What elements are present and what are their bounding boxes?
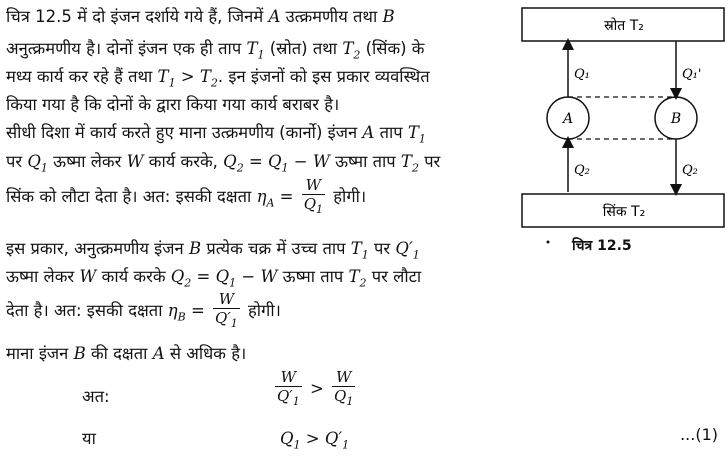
symbol-W: W (79, 267, 97, 286)
text-span: अत: (82, 387, 110, 406)
symbol-T1: $T_1$ (407, 123, 426, 146)
text-span: ताप (379, 123, 403, 142)
greater-than-sign: > (309, 379, 324, 398)
equation-number: ...(1) (680, 425, 718, 444)
text-span: कार्य करके, (148, 152, 218, 171)
text-line-1 (6, 6, 395, 28)
text-span: माना इंजन (6, 344, 69, 363)
equation-Q2: $Q_2 = Q_1 - W$ (223, 152, 330, 175)
text-span: की दक्षता (90, 344, 148, 363)
text-line-8 (6, 238, 420, 266)
symbol-eta-A: $\eta_A$ = (256, 187, 294, 210)
symbol-W: W (126, 152, 144, 171)
text-line-ata (82, 386, 110, 408)
text-span: होगी। (248, 301, 281, 320)
equation-Q2: $Q_2 = Q_1 - W$ (170, 267, 278, 290)
text-line-10 (6, 290, 281, 337)
caption-bullet (547, 241, 550, 244)
symbol-Q1: $Q_1$ (27, 152, 48, 175)
fraction-W-over-Q1: $\frac{W}{Q_1}$ (334, 368, 354, 408)
engine-b-label: B (670, 111, 682, 127)
text-span: किया गया है कि दोनों के द्वारा किया गया कार्य बराबर है। (6, 95, 340, 114)
symbol-B: B (382, 7, 395, 26)
label-q2-right: Q₂ (682, 163, 698, 178)
symbol-B: B (73, 344, 86, 363)
text-span: ऊष्मा लेकर (53, 152, 122, 171)
text-span: (स्रोत) तथा (269, 39, 338, 58)
symbol-Q1-prime: $Q'_1$ (395, 239, 420, 262)
label-q1: Q₁ (574, 67, 590, 82)
text-span: पर लौटा (371, 267, 422, 286)
text-span: पर (6, 152, 23, 171)
symbol-A: A (268, 7, 281, 26)
sink-label: सिंक T₂ (602, 204, 646, 220)
text-line-4 (6, 94, 339, 116)
text-span: पर (424, 152, 441, 171)
text-line-3 (6, 66, 430, 94)
engine-diagram (520, 4, 728, 264)
fraction-W-over-Q1-prime: $\frac{W}{Q'_1}$ (215, 290, 238, 330)
inequality-heat (280, 428, 349, 456)
fraction-W-over-Q1-prime: $\frac{W}{Q'_1}$ (277, 368, 300, 408)
inequality-T1-T2: $T_1 > T_2$ (157, 67, 218, 90)
text-span: देता है। अत: इसकी दक्षता (6, 301, 163, 320)
symbol-T1: $T_1$ (246, 39, 265, 62)
symbol-T1: $T_1$ (350, 239, 369, 262)
fraction-W-over-Q1: $\frac{W}{Q_1}$ (303, 176, 324, 216)
text-span: चित्र 12.5 में दो इंजन दर्शाये गये हैं, जिनमें (6, 7, 264, 26)
symbol-eta-B: $\eta_B$ = (167, 301, 205, 324)
text-span: सिंक को लौटा देता है। अत: इसकी दक्षता (6, 187, 252, 206)
text-span: (सिंक) के (365, 39, 425, 58)
text-span: उत्क्रमणीय तथा (285, 7, 378, 26)
text-span: या (82, 429, 96, 448)
symbol-T2: $T_2$ (348, 267, 367, 290)
label-q1-prime: Q₁' (682, 67, 702, 82)
text-span: अनुत्क्रमणीय है। दोनों इंजन एक ही ताप (6, 39, 242, 58)
source-label: स्रोत T₂ (604, 18, 644, 34)
text-line-11 (6, 343, 246, 365)
inequality-efficiency (272, 368, 358, 411)
engine-a-label: A (562, 111, 574, 127)
text-span: होगी। (333, 187, 367, 206)
text-span: ऊष्मा लेकर (6, 267, 75, 286)
inequality-Q1-Q1-prime: $Q_1 > Q'_1$ (280, 429, 350, 452)
text-line-2 (6, 38, 424, 66)
text-span: प्रत्येक चक्र में उच्च ताप (206, 239, 346, 258)
text-span: कार्य करके (101, 267, 166, 286)
symbol-A: A (362, 123, 375, 142)
label-q2-left: Q₂ (574, 163, 590, 178)
text-span: सीधी दिशा में कार्य करते हुए माना उत्क्रमणीय (कार्नो) इंजन (6, 123, 358, 142)
text-line-ya (82, 428, 96, 450)
text-span: से अधिक है। (169, 344, 247, 363)
text-span: . इन इंजनों को इस प्रकार व्यवस्थित (217, 67, 430, 86)
figure-caption: चित्र 12.5 (572, 238, 632, 254)
symbol-A: A (152, 344, 165, 363)
symbol-T2: $T_2$ (342, 39, 361, 62)
text-span: पर (374, 239, 391, 258)
text-span: ऊष्मा ताप (335, 152, 396, 171)
symbol-B: B (188, 239, 202, 258)
symbol-T2: $T_2$ (400, 152, 419, 175)
text-span: ऊष्मा ताप (282, 267, 344, 286)
text-line-7 (6, 176, 366, 223)
text-line-5 (6, 122, 426, 150)
text-span: इस प्रकार, अनुत्क्रमणीय इंजन (6, 239, 184, 258)
text-span: मध्य कार्य कर रहे हैं तथा (6, 67, 153, 86)
